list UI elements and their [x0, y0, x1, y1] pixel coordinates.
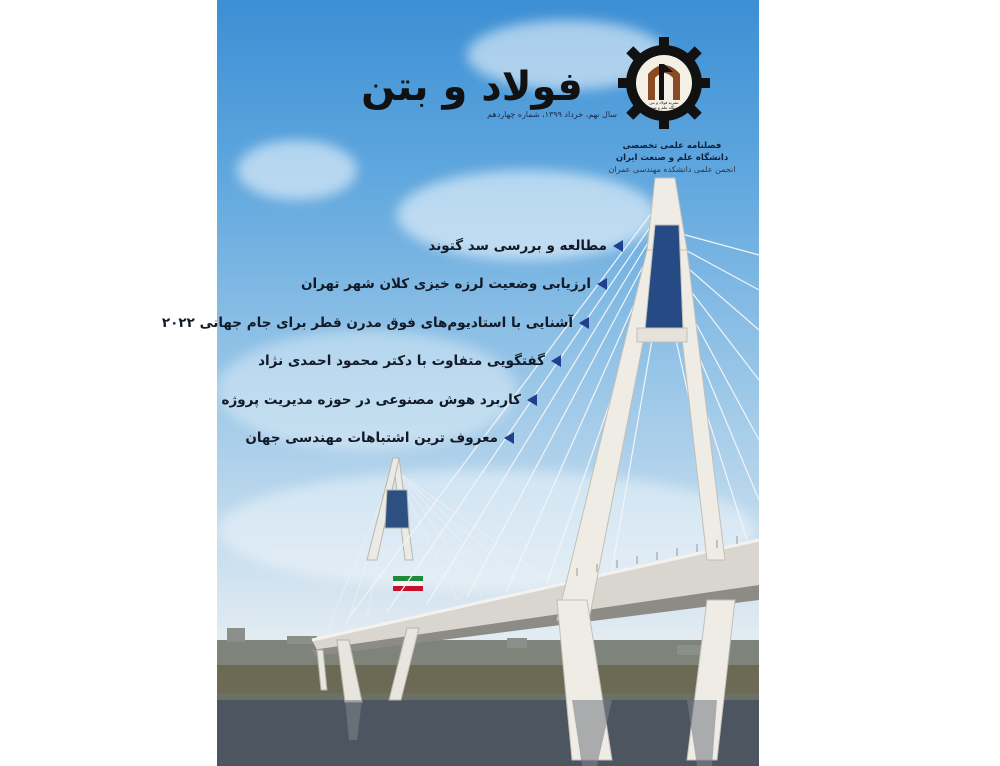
- publisher-line-2: دانشگاه علم و صنعت ایران: [615, 153, 729, 163]
- headline-item: [301, 274, 607, 294]
- river: [217, 690, 759, 766]
- magazine-cover: [161, 0, 759, 766]
- triangle-bullet-icon: [504, 432, 514, 444]
- logo-caption-2: دانشگاه علم و صنعت: [646, 105, 682, 110]
- city-skyline: [217, 628, 759, 670]
- triangle-bullet-icon: [551, 355, 561, 367]
- logo-caption-1: نشریه فولاد و بتن: [649, 100, 679, 105]
- headline-text: ارزیابی وضعیت لرزه خیزی کلان شهر تهران: [300, 276, 591, 292]
- gear-logo-icon: [615, 34, 713, 132]
- headline-text: کاربرد هوش مصنوعی در حوزه مدیریت پروژه: [221, 392, 521, 408]
- publisher-line-3: انجمن علمی دانشکده مهندسی عمران: [608, 165, 736, 174]
- headline-item: [428, 236, 623, 256]
- gear-arch-logo: [615, 34, 713, 132]
- triangle-bullet-icon: [613, 240, 623, 252]
- triangle-bullet-icon: [527, 394, 537, 406]
- small-pylon: [367, 458, 413, 560]
- headline-item: [245, 428, 514, 448]
- issue-info: سال نهم، خرداد ۱۳۹۹، شماره چهاردهم: [487, 110, 617, 119]
- magazine-title: فولاد و بتن: [361, 64, 583, 110]
- bridge-deck: [312, 540, 759, 656]
- riverbank: [217, 665, 759, 693]
- headline-item: [258, 351, 561, 371]
- triangle-bullet-icon: [579, 317, 589, 329]
- flag: [393, 576, 423, 591]
- publisher-line-1: فصلنامه علمی تخصصی: [622, 141, 722, 151]
- headline-text: معروف ترین اشتباهات مهندسی جهان: [245, 430, 498, 446]
- headline-text: گفتگویی متفاوت با دکتر محمود احمدی نژاد: [258, 353, 545, 369]
- headline-text: مطالعه و بررسی سد گتوند: [428, 238, 607, 254]
- headline-item: [222, 390, 537, 410]
- triangle-bullet-icon: [597, 278, 607, 290]
- headline-text: آشنایی با استادیوم‌های فوق مدرن قطر برای جام جهانی ۲۰۲۲: [161, 315, 573, 331]
- headline-item: [162, 313, 589, 333]
